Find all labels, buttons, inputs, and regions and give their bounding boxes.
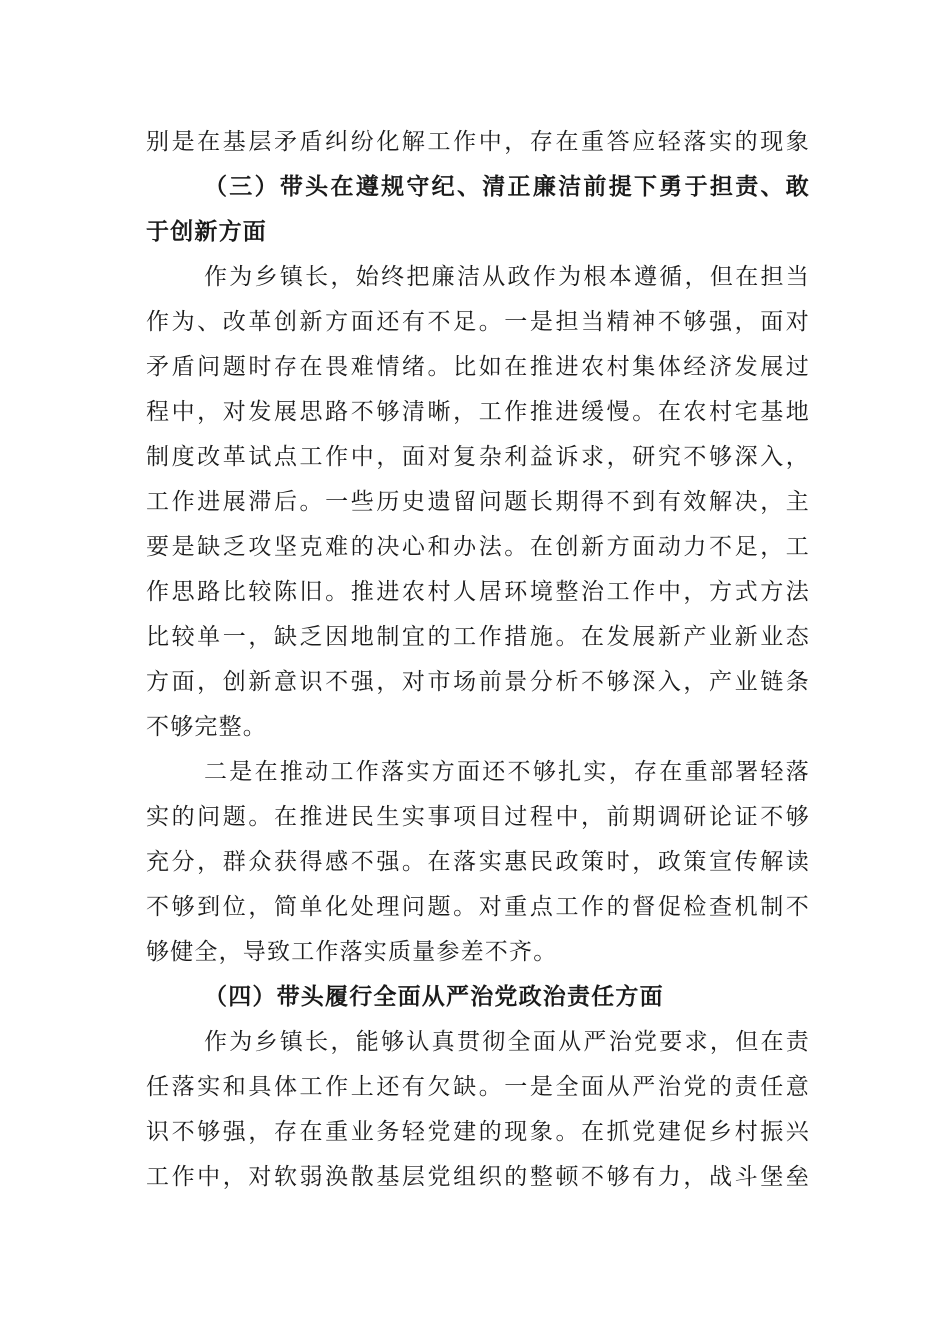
text-line: 作为乡镇长，始终把廉洁从政作为根本遵循，但在担当 (204, 264, 810, 290)
text-line: 作为乡镇长，能够认真贯彻全面从严治党要求，但在责 (204, 1029, 810, 1055)
text-line: 工作中，对软弱涣散基层党组织的整顿不够有力，战斗堡垒 (146, 1164, 810, 1190)
text-line: 二是在推动工作落实方面还不够扎实，存在重部署轻落 (204, 759, 810, 785)
text-line: 不够完整。 (146, 714, 267, 740)
text-line: 识不够强，存在重业务轻党建的现象。在抓党建促乡村振兴 (146, 1119, 810, 1145)
text-line: 充分，群众获得感不强。在落实惠民政策时，政策宣传解读 (146, 849, 810, 875)
section-heading-four: （四）带头履行全面从严治党政治责任方面 (204, 984, 664, 1010)
text-line: 任落实和具体工作上还有欠缺。一是全面从严治党的责任意 (146, 1074, 810, 1100)
text-line: 作思路比较陈旧。推进农村人居环境整治工作中，方式方法 (146, 579, 810, 605)
text-line: 方面，创新意识不强，对市场前景分析不够深入，产业链条 (146, 669, 810, 695)
text-line: 矛盾问题时存在畏难情绪。比如在推进农村集体经济发展过 (146, 354, 810, 380)
text-line: 程中，对发展思路不够清晰，工作推进缓慢。在农村宅基地 (146, 399, 810, 425)
text-line: 要是缺乏攻坚克难的决心和办法。在创新方面动力不足，工 (146, 534, 810, 560)
section-heading-three-cont: 于创新方面 (146, 219, 267, 245)
document-body (146, 120, 810, 1200)
text-line: 够健全，导致工作落实质量参差不齐。 (146, 939, 558, 965)
text-line: 别是在基层矛盾纠纷化解工作中，存在重答应轻落实的现象 (146, 129, 810, 155)
text-line: 比较单一，缺乏因地制宜的工作措施。在发展新产业新业态 (146, 624, 810, 650)
text-line: 工作进展滞后。一些历史遗留问题长期得不到有效解决，主 (146, 489, 810, 515)
text-line: 制度改革试点工作中，面对复杂利益诉求，研究不够深入， (146, 444, 810, 470)
text-line: 不够到位，简单化处理问题。对重点工作的督促检查机制不 (146, 894, 810, 920)
section-heading-three: （三）带头在遵规守纪、清正廉洁前提下勇于担责、敢 (204, 174, 810, 200)
text-line: 作为、改革创新方面还有不足。一是担当精神不够强，面对 (146, 309, 810, 335)
text-line: 实的问题。在推进民生实事项目过程中，前期调研论证不够 (146, 804, 810, 830)
